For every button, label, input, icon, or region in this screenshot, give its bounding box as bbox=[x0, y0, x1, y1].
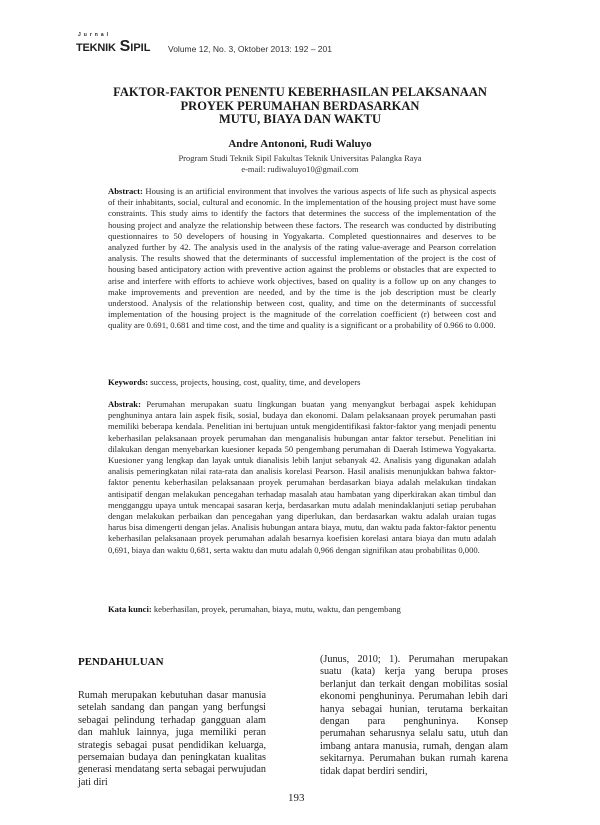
title-line: PROYEK PERUMAHAN BERDASARKAN bbox=[180, 98, 420, 113]
intro-left-column: Rumah merupakan kebutuhan dasar manusia setelah sandang dan pangan yang berfungsi sebagai pelindung terhadap gangguan alam dan mahluk lainnya, juga memiliki peran strategis sebagai pusat pendidikan keluarga, persemaian budaya dan peningkatan kualitas generasi mendatang serta sebagai perwujudan jati diri bbox=[78, 690, 266, 788]
paper-title bbox=[0, 86, 600, 127]
keywords-label: Keywords: bbox=[108, 377, 149, 387]
keywords-indonesian bbox=[108, 604, 496, 615]
logo-wordmark bbox=[76, 38, 150, 56]
abstract-label: Abstract: bbox=[108, 186, 143, 196]
journal-logo bbox=[76, 32, 164, 58]
abstract-english bbox=[108, 186, 496, 332]
section-heading-introduction: PENDAHULUAN bbox=[78, 656, 164, 668]
abstract-indonesian bbox=[108, 399, 496, 556]
logo-part-2: S bbox=[119, 38, 131, 55]
logo-jurnal-text: Jurnal bbox=[78, 32, 112, 38]
abstrak-label: Abstrak: bbox=[108, 399, 141, 409]
kata-kunci-label: Kata kunci: bbox=[108, 604, 152, 614]
logo-part-1: TEKNIK bbox=[76, 42, 119, 54]
keywords-english bbox=[108, 377, 496, 388]
affiliation: Program Studi Teknik Sipil Fakultas Teknik Universitas Palangka Raya bbox=[178, 153, 422, 163]
intro-right-column: (Junus, 2010; 1). Perumahan merupakan suatu (kata) kerja yang berupa proses berlanjut dan terkait dengan mobilitas sosial ekonomi penghuninya. Perumahan lebih dari hanya sebagai hunian, terutama berkaitan dengan para penghuninya. Konsep perumahan seharusnya selalu satu, utuh dan imbang antara manusia, rumah, dengan alam sekitarnya. Perumahan bukan rumah karena tidak dapat berdiri sendiri, bbox=[320, 654, 508, 777]
volume-info: Volume 12, No. 3, Oktober 2013: 192 – 201 bbox=[168, 44, 332, 54]
logo-part-3: IPIL bbox=[130, 42, 151, 54]
authors: Andre Antononi, Rudi Waluyo bbox=[228, 138, 372, 150]
page-number: 193 bbox=[288, 792, 305, 804]
kata-kunci-text: keberhasilan, proyek, perumahan, biaya, mutu, waktu, dan pengembang bbox=[153, 604, 401, 614]
affiliation-block bbox=[0, 153, 600, 175]
title-line: FAKTOR-FAKTOR PENENTU KEBERHASILAN PELAKSANAAN bbox=[113, 85, 487, 99]
title-line: MUTU, BIAYA DAN WAKTU bbox=[218, 112, 382, 126]
abstract-text: Housing is an artificial environment that involves the various aspects of life such as physical aspects of their inhabitants, social, cultural and economic. In the implementation of the housing project must have some constraints. This study aims to identify the factors that determines the success of the implementation of the housing project and analyze the relationship between these factors. The research was conducted by distributing questionnaires to 50 developers of housing in Yogyakarta. Completed questionnaires and deserves to be analyzed further by 42. The analysis used in the analysis of the rating value-average and Pearson correlation analysis. The results showed that the determinants of successful implementation of the project is the cost of housing based anticipatory action with preventive action against the problems or obstacles that are expected to arise and interfere with efforts to achieve work objectives, based on quality is a follow up on any changes to make improvements and prevention are needed, and by the time is the job description must be clearly understood. Analysis of the relationship between cost, quality, and time on the determinants of successful implementation of the housing project is the magnitude of the correlation coefficient (r) between cost and quality are 0.691, 0.681 and time cost, and the time and quality is a significant or a probability of 0.966 to 0.000. bbox=[108, 186, 496, 331]
keywords-text: success, projects, housing, cost, quality, time, and developers bbox=[150, 377, 361, 387]
email: e-mail: rudiwaluyo10@gmail.com bbox=[241, 164, 359, 174]
abstrak-text: Perumahan merupakan suatu lingkungan buatan yang menyangkut berbagai aspek kehidupan penghuninya antara lain aspek fisik, sosial, budaya dan ekonomi. Dalam pelaksanaan proyek perumahan pasti memiliki beberapa kendala. Penelitian ini bertujuan untuk mengidentifikasi faktor-faktor yang menjadi penentu keberhasilan pelaksanaan proyek perumahan dan menganalisis hubungan antar faktor tersebut. Penelitian ini dilakukan dengan menyebarkan kuesioner kepada 50 pengembang perumahan di Daerah Istimewa Yogyakarta. Kuesioner yang lengkap dan layak untuk dianalisis lebih lanjut sebanyak 42. Analisis yang digunakan adalah analisis pemeringkatan nilai rata-rata dan analisis korelasi Pearson. Hasil analisis menunjukkan bahwa faktor-faktor penentu keberhasilan pelaksanaan proyek perumahan berdasarkan biaya adalah melakukan tindakan antisipatif dengan melakukan pencegahan terhadap masalah atau hambatan yang diperkirakan akan timbul dan mengganggu upaya untuk mencapai sasaran kerja, berdasarkan mutu adalah menindaklanjuti setiap perubahan dengan melakukan perbaikan dan pencegahan yang diperlukan, dan berdasarkan waktu adalah uraian tugas harus bisa dimengerti dengan jelas. Analisis hubungan antara biaya, mutu, dan waktu pada faktor-faktor penentu keberhasilan pelaksanaan proyek perumahan adalah besarnya koefisien korelasi antara biaya dan mutu adalah 0,691, biaya dan waktu 0,681, serta waktu dan mutu adalah 0,966 dengan signifikan atau probabilitas 0,000. bbox=[108, 399, 496, 555]
